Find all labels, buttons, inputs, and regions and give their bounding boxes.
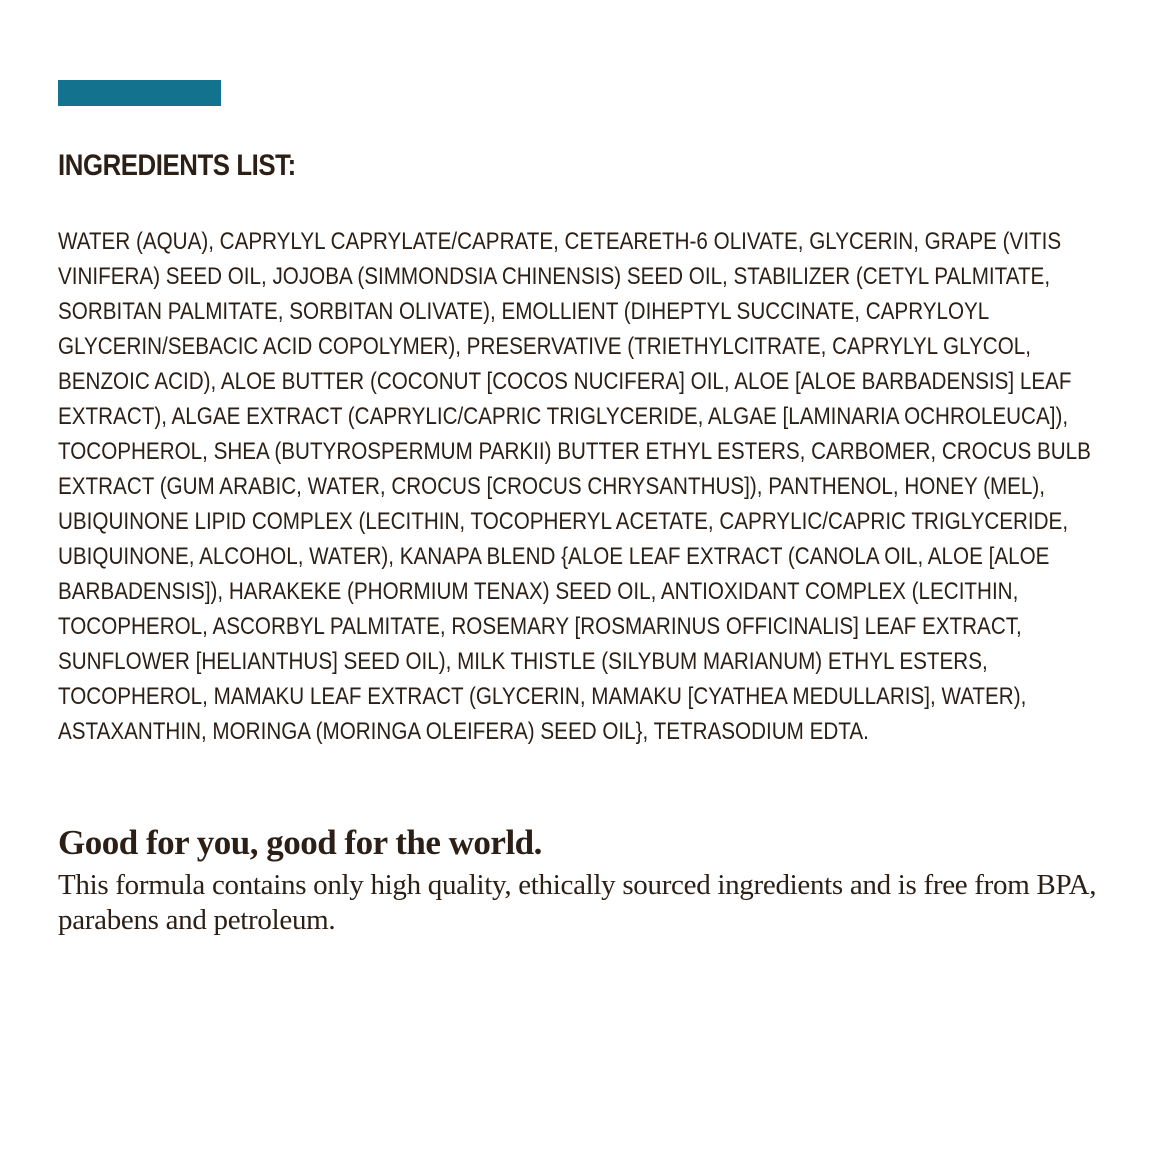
accent-bar xyxy=(58,80,221,106)
description-text: This formula contains only high quality, ethically sourced ingredients and is free from BPA, parabens and petroleum. xyxy=(58,869,1097,936)
ingredients-heading: INGREDIENTS LIST: xyxy=(58,149,296,182)
ingredients-list-text: WATER (AQUA), CAPRYLYL CAPRYLATE/CAPRATE, CETEARETH-6 OLIVATE, GLYCERIN, GRAPE (VITIS VINIFERA) SEED OIL, JOJOBA (SIMMONDSIA CHINENSIS) SEED OIL, STABILIZER (CETYL PALMITATE, SORBITAN PALMITATE, SORBITAN OLIVATE), EMOLLIENT (DIHEPTYL SUCCINATE, CAPRYLOYL GLYCERIN/SEBACIC ACID COPOLYMER), PRESERVATIVE (TRIETHYLCITRATE, CAPRYLYL GLYCOL, BENZOIC ACID), ALOE BUTTER (COCONUT [COCOS NUCIFERA] OIL, ALOE [ALOE BARBADENSIS] LEAF EXTRACT), ALGAE EXTRACT (CAPRYLIC/CAPRIC TRIGLYCERIDE, ALGAE [LAMINARIA OCHROLEUCA]), TOCOPHEROL, SHEA (BUTYROSPERMUM PARKII) BUTTER ETHYL ESTERS, CARBOMER, CROCUS BULB EXTRACT (GUM ARABIC, WATER, CROCUS [CROCUS CHRYSANTHUS]), PANTHENOL, HONEY (MEL), UBIQUINONE LIPID COMPLEX (LECITHIN, TOCOPHERYL ACETATE, CAPRYLIC/CAPRIC TRIGLYCERIDE, UBIQUINONE, ALCOHOL, WATER), KANAPA BLEND {ALOE LEAF EXTRACT (CANOLA OIL, ALOE [ALOE BARBADENSIS]), HARAKEKE (PHORMIUM TENAX) SEED OIL, ANTIOXIDANT COMPLEX (LECITHIN, TOCOPHEROL, ASCORBYL PALMITATE, ROSEMARY [ROSMARINUS OFFICINALIS] LEAF EXTRACT, SUNFLOWER [HELIANTHUS] SEED OIL), MILK THISTLE (SILYBUM MARIANUM) ETHYL ESTERS, TOCOPHEROL, MAMAKU LEAF EXTRACT (GLYCERIN, MAMAKU [CYATHEA MEDULLARIS], WATER), ASTAXANTHIN, MORINGA (MORINGA OLEIFERA) SEED OIL}, TETRASODIUM EDTA. xyxy=(58,228,1091,745)
tagline: Good for you, good for the world. xyxy=(58,823,542,862)
